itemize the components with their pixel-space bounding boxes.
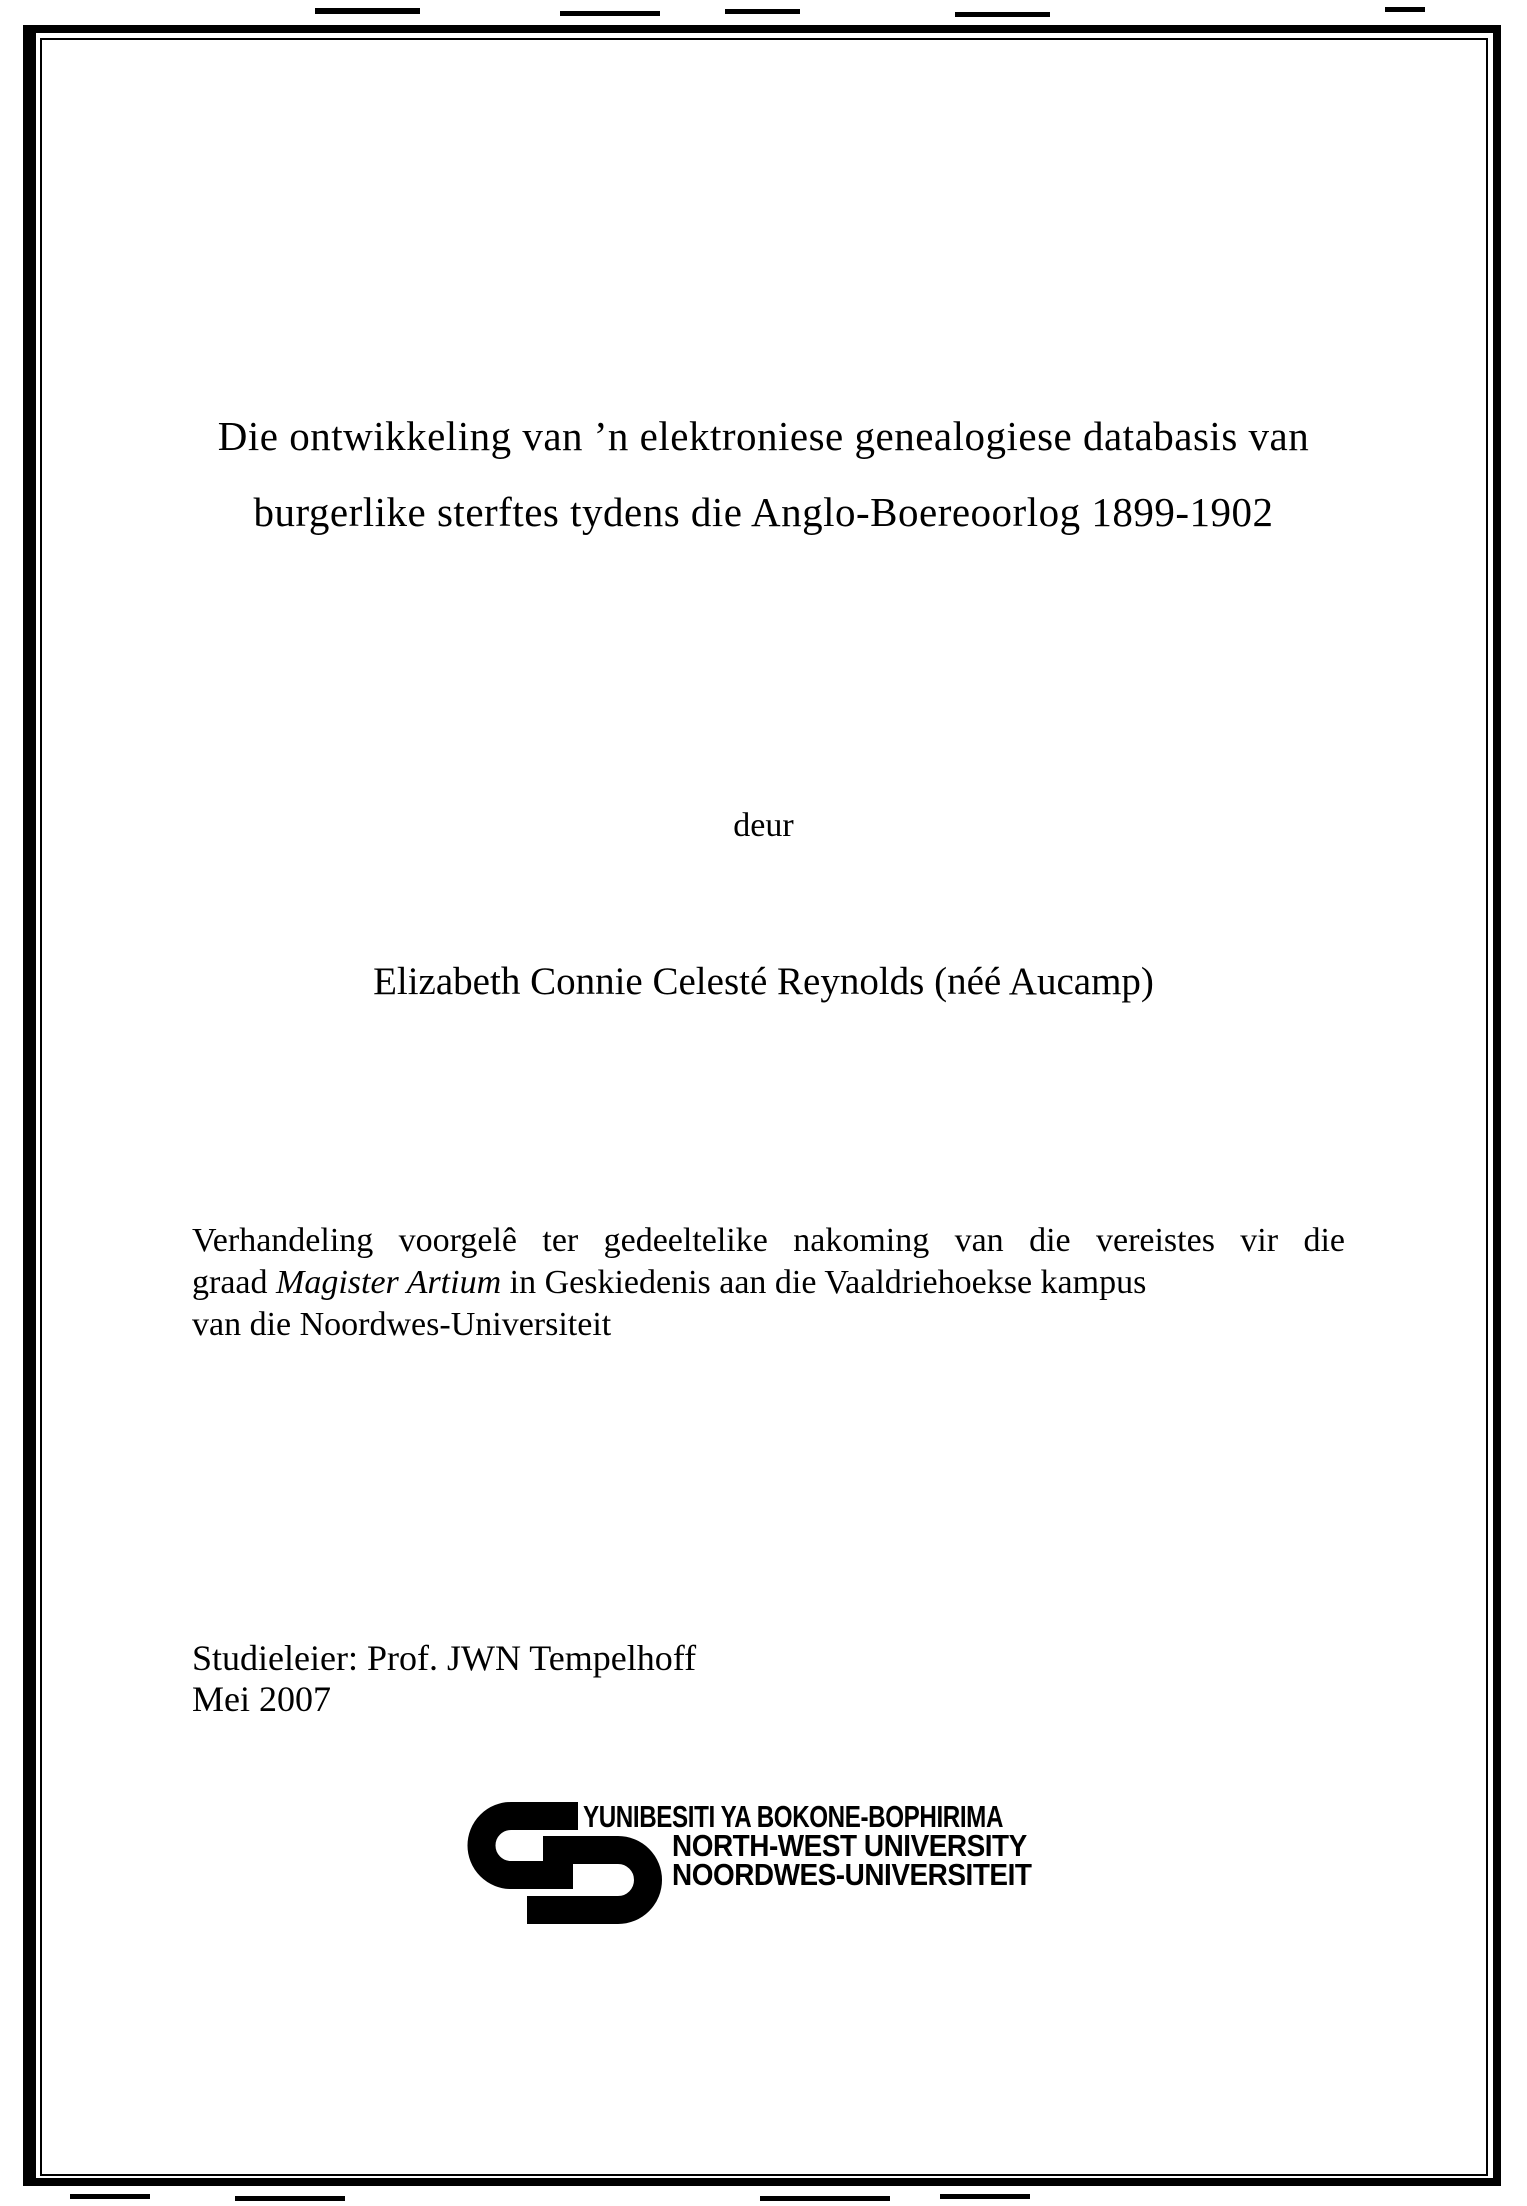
thesis-title [0,398,1527,550]
logo-text-setswana: YUNIBESITI YA BOKONE-BOPHIRIMA [583,1799,1004,1834]
supervisor-line: Studieleier: Prof. JWN Tempelhoff [192,1638,697,1678]
date-line: Mei 2007 [192,1679,331,1719]
logo-text-afrikaans: NOORDWES-UNIVERSITEIT [672,1857,1032,1892]
university-logo-text [583,1799,1121,1892]
degree-statement-line1: Verhandeling voorgelê ter gedeeltelike nakoming van die vereistes vir die [192,1222,1345,1259]
scan-artifact [235,2196,345,2201]
scan-artifact [560,11,660,16]
scan-artifact [725,9,800,14]
degree-name: Magister Artium [276,1264,502,1301]
scan-artifact [940,2194,1030,2199]
scan-artifact [760,2196,890,2201]
byline: deur [733,807,794,844]
supervisor-block [192,1638,696,1720]
degree-statement-line2: graad Magister Artium in Geskiedenis aan die Vaaldriehoekse kampus [192,1264,1147,1301]
scan-artifact [70,2194,150,2199]
scan-artifact [1385,7,1425,12]
thesis-title-line2: burgerlike sterftes tydens die Anglo-Boereoorlog 1899-1902 [253,489,1274,535]
degree-statement [192,1220,1345,1346]
scan-artifact [315,8,420,14]
scan-artifact [955,12,1050,17]
logo-text-english: NORTH-WEST UNIVERSITY [672,1828,1027,1863]
degree-statement-line3: van die Noordwes-Universiteit [192,1306,612,1343]
author-name: Elizabeth Connie Celesté Reynolds (néé Aucamp) [373,960,1154,1003]
thesis-title-line1: Die ontwikkeling van ’n elektroniese genealogiese databasis van [217,413,1310,459]
